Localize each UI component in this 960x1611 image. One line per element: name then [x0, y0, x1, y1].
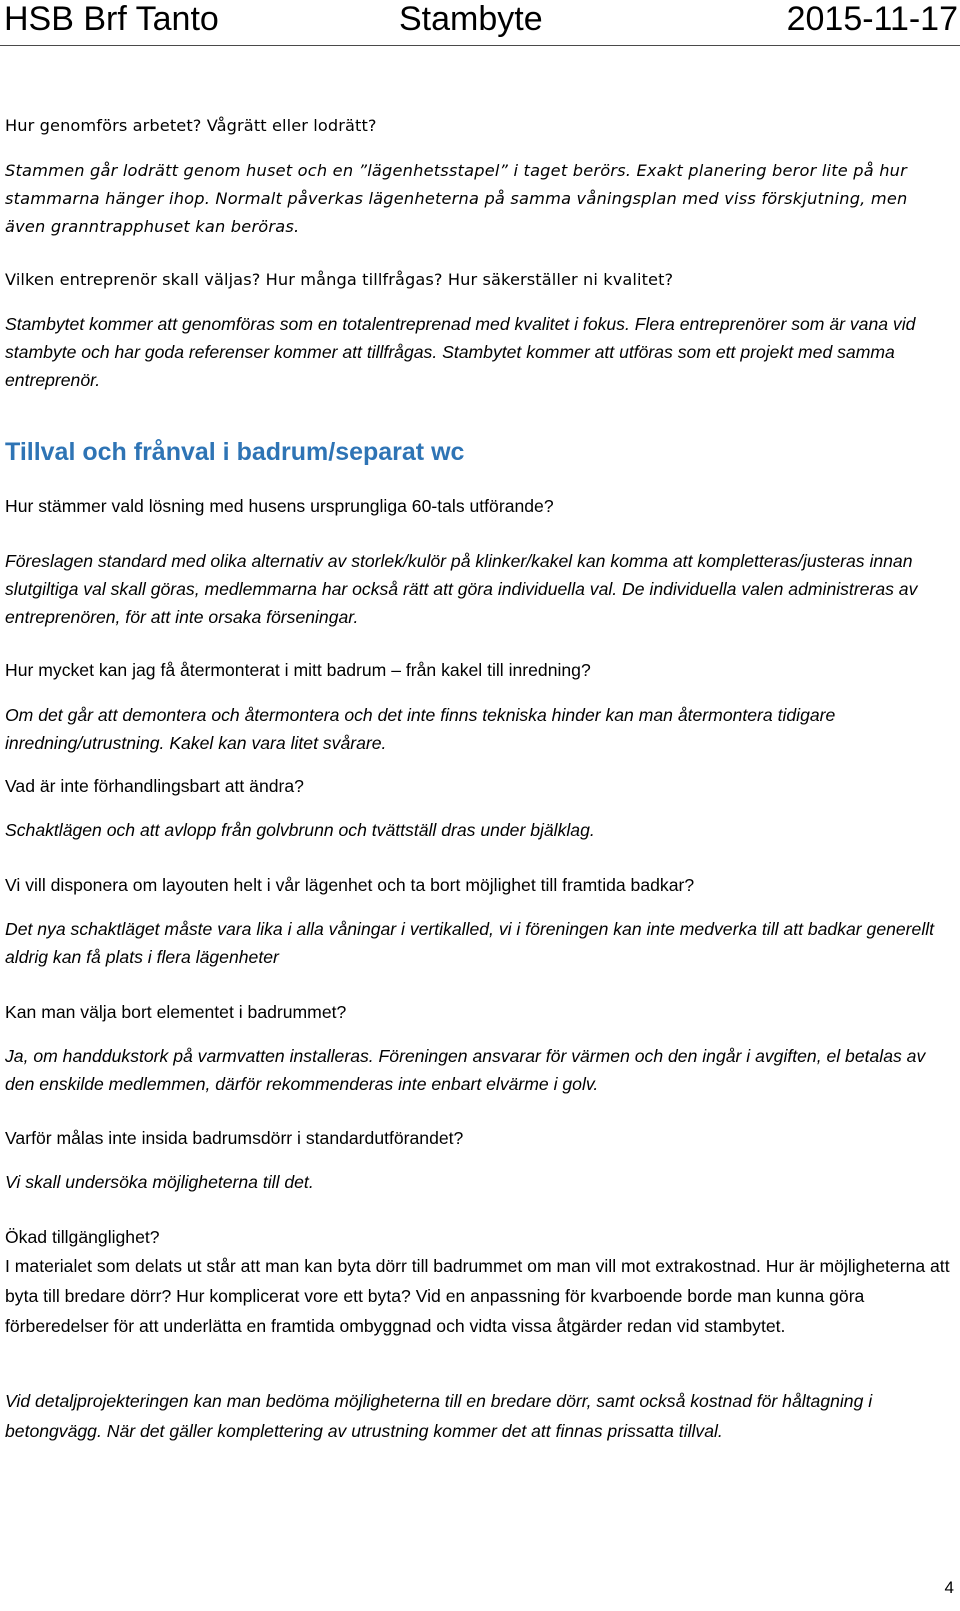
question-work-method: Hur genomförs arbetet? Vågrätt eller lodrätt?	[5, 116, 377, 135]
question-door-paint: Varför målas inte insida badrumsdörr i standardutförandet?	[5, 1128, 464, 1148]
header-topic: Stambyte	[399, 0, 543, 38]
answer-radiator: Ja, om handdukstork på varmvatten installeras. Föreningen ansvarar för värmen och den ingår i avgiften, el betalas av den enskilde medlemmen, därför rekommenderas inte enbart elvärme i golv.	[5, 1046, 926, 1094]
question-radiator: Kan man välja bort elementet i badrummet?	[5, 1002, 347, 1022]
header-divider	[0, 45, 960, 46]
question-accessibility-body: I materialet som delats ut står att man kan byta dörr till badrummet om man vill mot extrakostnad. Hur är möjligheterna att byta till bredare dörr? Hur komplicerat vore ett byta? Vid en anpassning för kvarboende borde man kunna göra förberedelser för att underlätta en framtida ombyggnad och vidta vissa åtgärder redan vid stambytet.	[5, 1256, 950, 1336]
page-number: 4	[944, 1578, 954, 1597]
question-contractor: Vilken entreprenör skall väljas? Hur många tillfrågas? Hur säkerställer ni kvalitet?	[5, 270, 674, 289]
answer-remount: Om det går att demontera och återmontera och det inte finns tekniska hinder kan man återmontera tidigare inredning/utrustning. Kakel kan vara litet svårare.	[5, 705, 836, 753]
answer-layout: Det nya schaktläget måste vara lika i alla våningar i vertikalled, vi i föreningen kan inte medverka till att badkar generellt aldrig kan få plats i flera lägenheter	[5, 919, 935, 967]
question-remount: Hur mycket kan jag få återmonterat i mitt badrum – från kakel till inredning?	[5, 660, 591, 680]
header-organization: HSB Brf Tanto	[4, 0, 219, 38]
answer-non-negotiable: Schaktlägen och att avlopp från golvbrunn och tvättställ dras under bjälklag.	[5, 820, 595, 840]
question-original-design: Hur stämmer vald lösning med husens ursprungliga 60-tals utförande?	[5, 496, 554, 516]
question-accessibility-title: Ökad tillgänglighet?	[5, 1227, 160, 1247]
question-non-negotiable: Vad är inte förhandlingsbart att ändra?	[5, 776, 304, 796]
answer-original-design: Föreslagen standard med olika alternativ av storlek/kulör på klinker/kakel kan komma att kompletteras/justeras innan slutgiltiga val skall göras, medlemmarna har också rätt att göra individuella val. De individuella valen administreras av entreprenören, för att inte orsaka förseningar.	[5, 551, 918, 627]
section-heading: Tillval och frånval i badrum/separat wc	[5, 438, 465, 466]
answer-work-method: Stammen går lodrätt genom huset och en ”lägenhetsstapel” i taget berörs. Exakt planering beror lite på hur stammarna hänger ihop. Normalt påverkas lägenheterna på samma våningsplan med viss förskjutning, men även granntrapphuset kan beröras.	[5, 161, 908, 236]
answer-accessibility: Vid detaljprojekteringen kan man bedöma möjligheterna till en bredare dörr, samt också kostnad för håltagning i betongvägg. När det gäller komplettering av utrustning kommer det att finnas prissatta tillval.	[5, 1391, 873, 1441]
answer-door-paint: Vi skall undersöka möjligheterna till det.	[5, 1172, 314, 1192]
page-header	[0, 0, 960, 52]
header-date: 2015-11-17	[786, 0, 958, 38]
answer-contractor: Stambytet kommer att genomföras som en totalentreprenad med kvalitet i fokus. Flera entreprenörer som är vana vid stambyte och har goda referenser kommer att tillfrågas. Stambytet kommer att utföras som ett projekt med samma entreprenör.	[5, 314, 916, 390]
question-layout: Vi vill disponera om layouten helt i vår lägenhet och ta bort möjlighet till framtida badkar?	[5, 875, 695, 895]
